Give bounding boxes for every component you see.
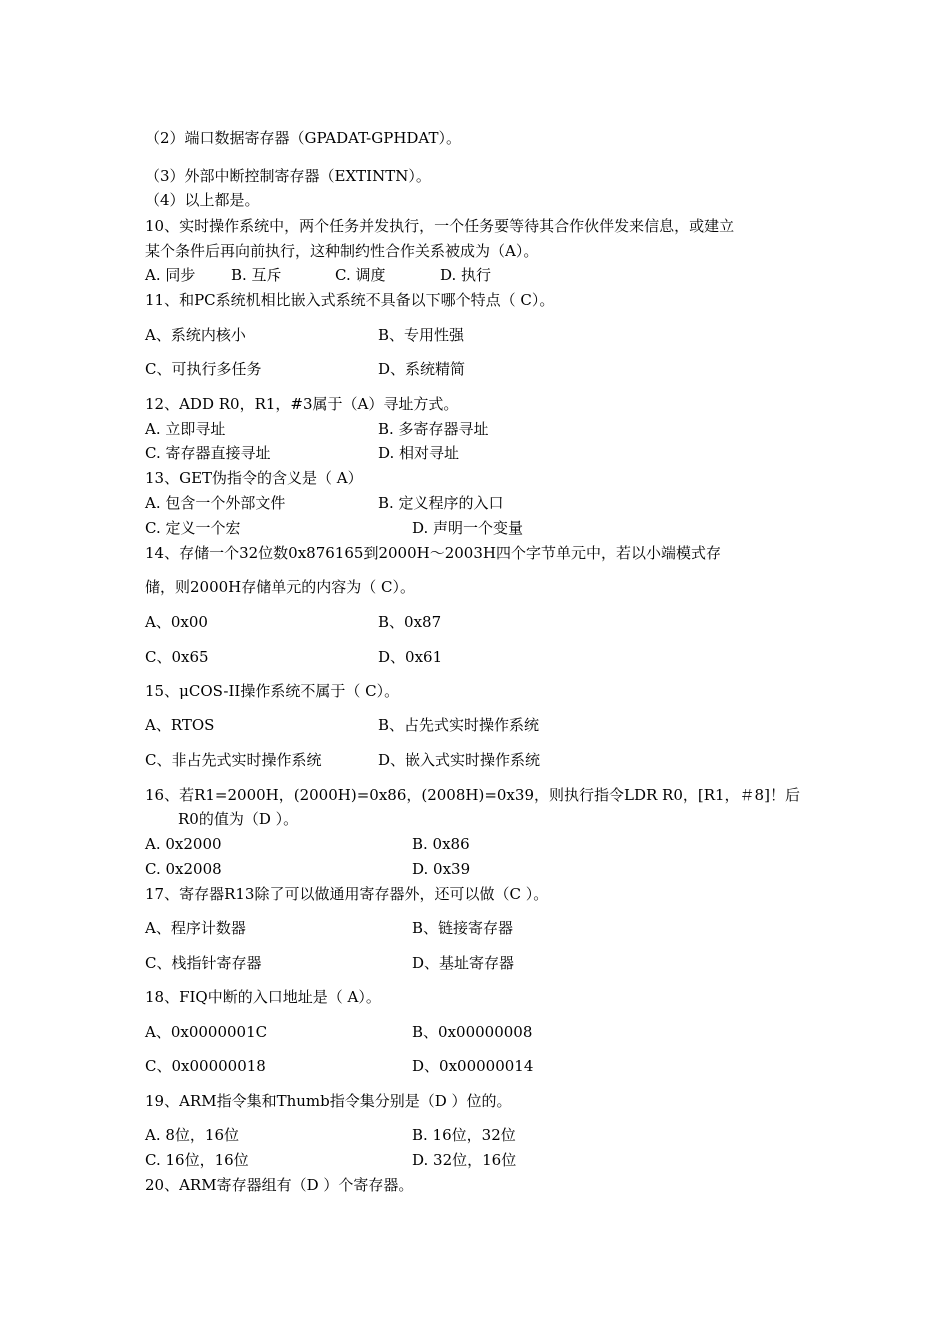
ext-interrupt-register-line: （3）外部中断控制寄存器（EXTINTN）。 — [145, 167, 431, 185]
q13-option-c: C. 定义一个宏 — [145, 519, 241, 537]
question-12: 12、ADD R0，R1，#3属于（A）寻址方式。 — [145, 395, 459, 413]
q17-option-a: A、程序计数器 — [145, 919, 246, 937]
q19-option-a: A. 8位，16位 — [145, 1126, 239, 1144]
q18-option-c: C、0x00000018 — [145, 1057, 266, 1075]
q14-option-a: A、0x00 — [145, 613, 208, 631]
question-18: 18、FIQ中断的入口地址是（ A）。 — [145, 988, 381, 1006]
q11-option-c: C、可执行多任务 — [145, 360, 262, 378]
question-10-line-2: 某个条件后再向前执行，这种制约性合作关系被成为（A）。 — [145, 242, 539, 260]
q10-option-b: B. 互斥 — [231, 266, 282, 284]
question-11: 11、和PC系统机相比嵌入式系统不具备以下哪个特点（ C）。 — [145, 291, 555, 309]
q11-option-a: A、系统内核小 — [145, 326, 246, 344]
all-above-line: （4）以上都是。 — [145, 191, 260, 209]
q16-option-b: B. 0x86 — [412, 835, 470, 853]
q19-option-c: C. 16位，16位 — [145, 1151, 249, 1169]
q10-option-c: C. 调度 — [335, 266, 386, 284]
question-20: 20、ARM寄存器组有（D ）个寄存器。 — [145, 1176, 414, 1194]
q11-option-d: D、系统精简 — [378, 360, 466, 378]
q16-option-c: C. 0x2008 — [145, 860, 222, 878]
question-16-line-1: 16、若R1=2000H，(2000H)=0x86，(2008H)=0x39，则执行指令LDR R0，[R1，＃8]！后 — [145, 786, 800, 804]
question-14-line-1: 14、存储一个32位数0x876165到2000H～2003H四个字节单元中，若以小端模式存 — [145, 544, 721, 562]
q13-option-d: D. 声明一个变量 — [412, 519, 524, 537]
q12-option-d: D. 相对寻址 — [378, 444, 460, 462]
q17-option-b: B、链接寄存器 — [412, 919, 514, 937]
q16-option-d: D. 0x39 — [412, 860, 471, 878]
q12-option-b: B. 多寄存器寻址 — [378, 420, 489, 438]
question-10-line-1: 10、实时操作系统中，两个任务并发执行，一个任务要等待其合作伙伴发来信息，或建立 — [145, 217, 735, 235]
q10-option-d: D. 执行 — [440, 266, 492, 284]
q14-option-c: C、0x65 — [145, 648, 209, 666]
q13-option-b: B. 定义程序的入口 — [378, 494, 504, 512]
q19-option-d: D. 32位，16位 — [412, 1151, 517, 1169]
q18-option-a: A、0x0000001C — [145, 1023, 268, 1041]
q14-option-d: D、0x61 — [378, 648, 443, 666]
q19-option-b: B. 16位，32位 — [412, 1126, 516, 1144]
question-19: 19、ARM指令集和Thumb指令集分别是（D ）位的。 — [145, 1092, 512, 1110]
q15-option-b: B、占先式实时操作系统 — [378, 716, 540, 734]
question-13: 13、GET伪指令的含义是（ A） — [145, 469, 363, 487]
q17-option-d: D、基址寄存器 — [412, 954, 515, 972]
q14-option-b: B、0x87 — [378, 613, 442, 631]
q15-option-d: D、嵌入式实时操作系统 — [378, 751, 541, 769]
q16-option-a: A. 0x2000 — [145, 835, 222, 853]
q17-option-c: C、栈指针寄存器 — [145, 954, 262, 972]
gpio-data-register-line: （2）端口数据寄存器（GPADAT-GPHDAT）。 — [145, 129, 461, 147]
question-14-line-2: 储，则2000H存储单元的内容为（ C）。 — [145, 578, 416, 596]
q10-option-a: A. 同步 — [145, 266, 196, 284]
question-17: 17、寄存器R13除了可以做通用寄存器外，还可以做（C ）。 — [145, 885, 549, 903]
q13-option-a: A. 包含一个外部文件 — [145, 494, 286, 512]
question-16-line-2: R0的值为（D ）。 — [178, 810, 299, 828]
q11-option-b: B、专用性强 — [378, 326, 465, 344]
q12-option-c: C. 寄存器直接寻址 — [145, 444, 271, 462]
q15-option-c: C、非占先式实时操作系统 — [145, 751, 322, 769]
q18-option-d: D、0x00000014 — [412, 1057, 534, 1075]
q15-option-a: A、RTOS — [145, 716, 215, 734]
question-15: 15、μCOS-II操作系统不属于（ C）。 — [145, 682, 400, 700]
q12-option-a: A. 立即寻址 — [145, 420, 226, 438]
q18-option-b: B、0x00000008 — [412, 1023, 533, 1041]
